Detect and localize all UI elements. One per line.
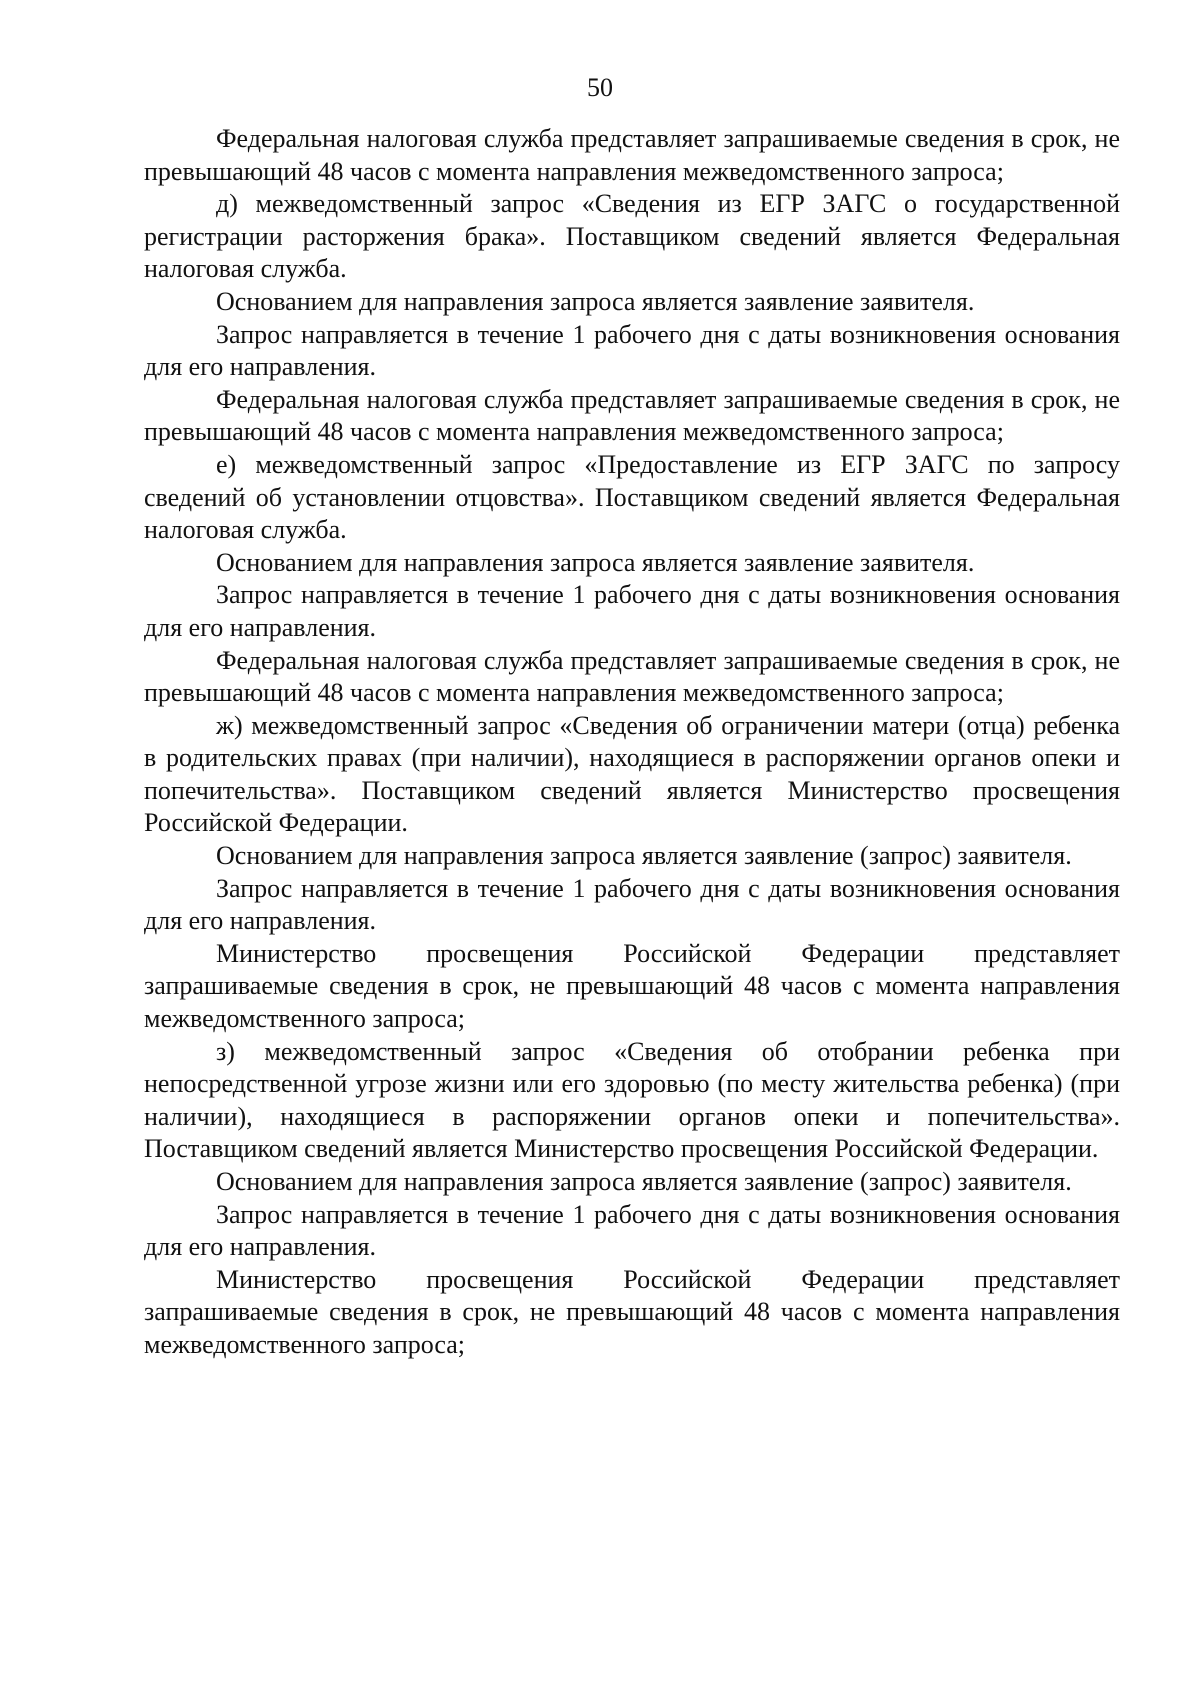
paragraph: Основанием для направления запроса является заявление (запрос) заявителя. bbox=[216, 841, 1072, 871]
paragraph: Федеральная налоговая служба представляет запрашиваемые сведения в срок, не превышающий 48 часов с момента направления межведомственного запроса; bbox=[144, 645, 1120, 708]
paragraph: з) межведомственный запрос «Сведения об отобрании ребенка при непосредственной угрозе жизни или его здоровью (по месту жительства ребенка) (при наличии), находящиеся в распоряжении органов опеки и попечительства». Поставщиком сведений является Министерство просвещения Российской Федерации. bbox=[144, 1036, 1120, 1164]
paragraph: Основанием для направления запроса является заявление (запрос) заявителя. bbox=[216, 1167, 1072, 1196]
paragraph: Запрос направляется в течение 1 рабочего дня с даты возникновения основания для его направления. bbox=[144, 319, 1120, 382]
paragraph: Запрос направляется в течение 1 рабочего дня с даты возникновения основания для его направления. bbox=[144, 873, 1120, 936]
paragraph: Основанием для направления запроса является заявление заявителя. bbox=[216, 286, 975, 316]
paragraph: е) межведомственный запрос «Предоставление из ЕГР ЗАГС по запросу сведений об установлении отцовства». Поставщиком сведений является Федеральная налоговая служба. bbox=[144, 449, 1120, 545]
paragraph: Основанием для направления запроса является заявление заявителя. bbox=[216, 547, 975, 577]
paragraph: Запрос направляется в течение 1 рабочего дня с даты возникновения основания для его направления. bbox=[144, 580, 1120, 642]
paragraph: Министерство просвещения Российской Федерации представляет запрашиваемые сведения в срок, не превышающий 48 часов с момента направления межведомственного запроса; bbox=[144, 1264, 1120, 1359]
paragraph: ж) межведомственный запрос «Сведения об ограничении матери (отца) ребенка в родительских правах (при наличии), находящиеся в распоряжении органов опеки и попечительства». Поставщиком сведений является Министерство просвещения Российской Федерации. bbox=[144, 710, 1120, 838]
paragraph: Федеральная налоговая служба представляет запрашиваемые сведения в срок, не превышающий 48 часов с момента направления межведомственного запроса; bbox=[144, 384, 1120, 447]
paragraph: Министерство просвещения Российской Федерации представляет запрашиваемые сведения в срок, не превышающий 48 часов с момента направления межведомственного запроса; bbox=[144, 938, 1120, 1034]
page-number: 50 bbox=[587, 73, 613, 102]
paragraph: Федеральная налоговая служба представляет запрашиваемые сведения в срок, не превышающий 48 часов с момента направления межведомственного запроса; bbox=[144, 124, 1120, 186]
paragraph: д) межведомственный запрос «Сведения из ЕГР ЗАГС о государственной регистрации расторжения брака». Поставщиком сведений является Федеральная налоговая служба. bbox=[144, 189, 1120, 284]
paragraph: Запрос направляется в течение 1 рабочего дня с даты возникновения основания для его направления. bbox=[144, 1199, 1120, 1262]
document-body bbox=[144, 123, 1120, 1362]
